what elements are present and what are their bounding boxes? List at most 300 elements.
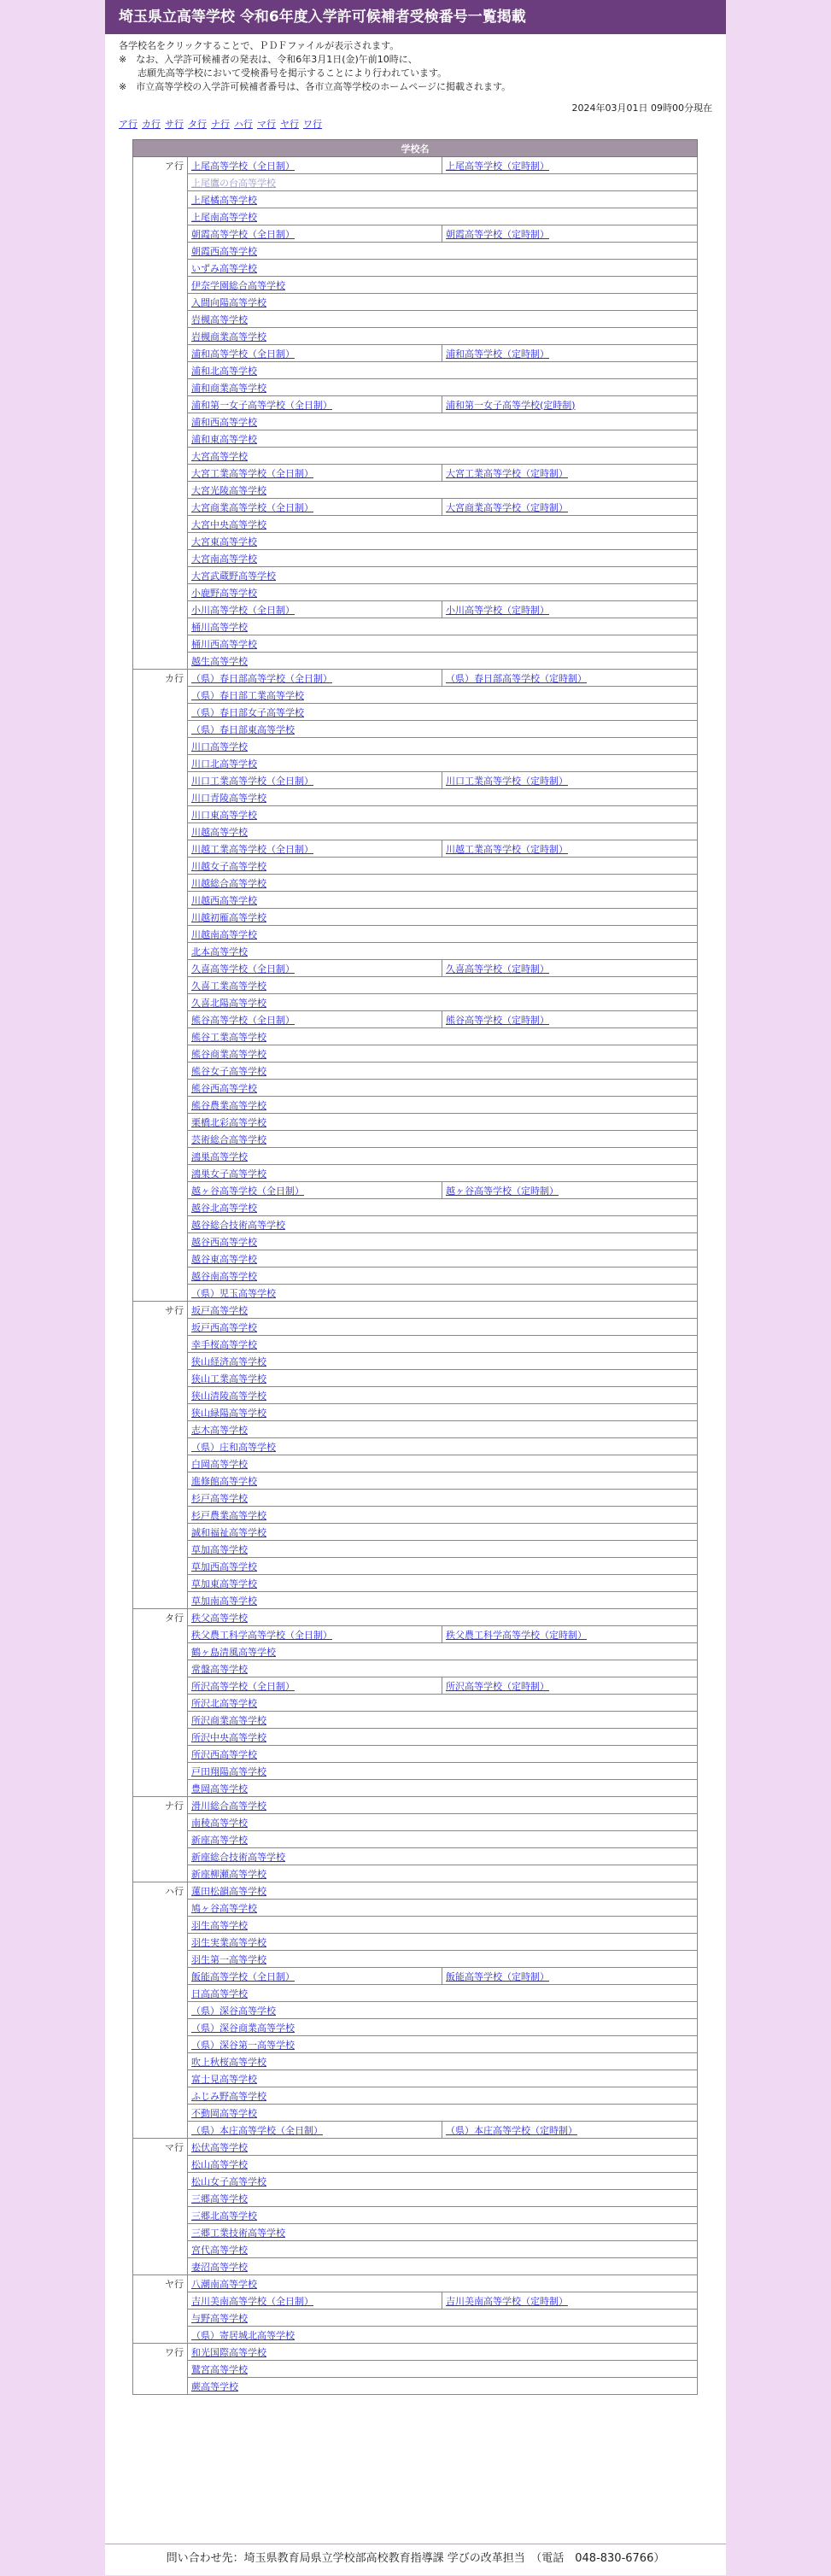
school-link[interactable]: 浦和第一女子高等学校（全日制） <box>191 399 332 411</box>
school-cell <box>188 618 698 635</box>
kana-group-label: サ行 <box>133 1302 188 1609</box>
kana-group-label: ハ行 <box>133 1882 188 2139</box>
table-row <box>133 2139 698 2156</box>
school-link[interactable]: 越谷北高等学校 <box>191 1202 257 1214</box>
school-link[interactable]: 大宮光陵高等学校 <box>191 484 266 496</box>
school-link[interactable]: 鳩ヶ谷高等学校 <box>191 1902 257 1914</box>
school-cell <box>442 670 698 687</box>
school-link[interactable]: 越ヶ谷高等学校（全日制） <box>191 1185 304 1197</box>
school-cell <box>188 2070 698 2087</box>
school-link[interactable]: 大宮工業高等学校（定時制） <box>446 467 568 479</box>
school-link[interactable]: 白岡高等学校 <box>191 1458 248 1470</box>
school-link[interactable]: 朝霞高等学校（定時制） <box>446 228 549 240</box>
school-link[interactable]: 秩父農工科学高等学校（全日制） <box>191 1629 332 1641</box>
school-cell <box>188 2327 698 2344</box>
table-row <box>133 1268 698 1285</box>
school-link[interactable]: 常盤高等学校 <box>191 1663 248 1675</box>
school-link[interactable]: 浦和第一女子高等学校(定時制) <box>446 399 576 411</box>
school-link[interactable]: （県）深谷商業高等学校 <box>191 2022 295 2034</box>
school-link[interactable]: 鶴ヶ島清風高等学校 <box>191 1646 276 1658</box>
table-row <box>133 909 698 926</box>
school-link[interactable]: 久喜高等学校（定時制） <box>446 963 549 975</box>
school-link[interactable]: 松山女子高等学校 <box>191 2175 266 2187</box>
table-row <box>133 2207 698 2224</box>
table-row <box>133 1319 698 1336</box>
school-link[interactable]: 大宮商業高等学校（全日制） <box>191 501 313 513</box>
school-link[interactable]: 浦和商業高等学校 <box>191 382 266 394</box>
school-link[interactable]: 狭山工業高等学校 <box>191 1373 266 1385</box>
school-link[interactable]: 新座総合技術高等学校 <box>191 1851 285 1863</box>
school-link[interactable]: 桶川高等学校 <box>191 621 248 633</box>
school-cell <box>188 1882 698 1900</box>
school-link[interactable]: 川越高等学校 <box>191 826 248 838</box>
school-cell <box>188 601 442 618</box>
school-cell <box>188 1285 698 1302</box>
school-cell <box>188 1677 442 1695</box>
school-cell <box>188 1695 698 1712</box>
school-cell <box>188 2258 698 2275</box>
school-cell <box>188 1746 698 1763</box>
school-link[interactable]: 川越総合高等学校 <box>191 877 266 889</box>
table-row <box>133 225 698 243</box>
school-link[interactable]: （県）寄居城北高等学校 <box>191 2329 295 2341</box>
school-cell <box>442 345 698 362</box>
school-link[interactable]: 熊谷農業高等学校 <box>191 1099 266 1111</box>
school-cell <box>188 2310 698 2327</box>
school-link[interactable]: 秩父高等学校 <box>191 1612 248 1624</box>
school-link[interactable]: 大宮商業高等学校（定時制） <box>446 501 568 513</box>
table-row <box>133 618 698 635</box>
school-cell <box>188 1404 698 1421</box>
school-link[interactable]: 熊谷西高等学校 <box>191 1082 257 1094</box>
school-link[interactable]: 久喜工業高等学校 <box>191 980 266 992</box>
kana-nav-link[interactable]: カ行 <box>142 119 161 130</box>
table-row <box>133 1626 698 1643</box>
table-row <box>133 943 698 960</box>
school-link[interactable]: 上尾南高等学校 <box>191 211 257 223</box>
school-link[interactable]: 新座高等学校 <box>191 1834 248 1846</box>
school-cell <box>188 1609 698 1626</box>
school-cell <box>188 191 698 208</box>
school-link[interactable]: （県）本庄高等学校（定時制） <box>446 2124 577 2136</box>
school-link[interactable]: 北本高等学校 <box>191 946 248 957</box>
school-cell <box>188 2275 698 2292</box>
school-cell <box>188 1763 698 1780</box>
table-row <box>133 345 698 362</box>
table-row <box>133 2173 698 2190</box>
school-cell <box>188 379 698 396</box>
school-link[interactable]: （県）春日部高等学校（全日制） <box>191 672 332 684</box>
kana-nav-link[interactable]: サ行 <box>165 119 184 130</box>
school-cell <box>188 1831 698 1848</box>
school-link[interactable]: 羽生第一高等学校 <box>191 1953 266 1965</box>
school-cell <box>188 2344 698 2361</box>
school-link[interactable]: 坂戸西高等学校 <box>191 1321 257 1333</box>
table-row <box>133 260 698 277</box>
table-row <box>133 1917 698 1934</box>
school-link[interactable]: 浦和高等学校（定時制） <box>446 348 549 360</box>
school-link[interactable]: 和光国際高等学校 <box>191 2346 266 2358</box>
school-cell <box>442 225 698 243</box>
school-link[interactable]: 南稜高等学校 <box>191 1817 248 1829</box>
school-link[interactable]: （県）庄和高等学校 <box>191 1441 276 1453</box>
school-link[interactable]: 越谷東高等学校 <box>191 1253 257 1265</box>
school-link[interactable]: 羽生高等学校 <box>191 1919 248 1931</box>
school-link[interactable]: 狭山経済高等学校 <box>191 1355 266 1367</box>
note-line: ※ 市立高等学校の入学許可候補者番号は、各市立高等学校のホームページに掲載されます。 <box>119 81 512 92</box>
school-link[interactable]: 浦和西高等学校 <box>191 416 257 428</box>
school-link[interactable]: 入間向陽高等学校 <box>191 296 266 308</box>
table-row <box>133 1080 698 1097</box>
school-cell <box>188 2190 698 2207</box>
table-row <box>133 755 698 772</box>
school-link[interactable]: 越生高等学校 <box>191 655 248 667</box>
school-link[interactable]: 杉戸高等学校 <box>191 1492 248 1504</box>
table-row <box>133 1695 698 1712</box>
school-link[interactable]: 久喜高等学校（全日制） <box>191 963 295 975</box>
school-cell <box>188 977 698 994</box>
school-cell <box>188 1797 698 1814</box>
table-row <box>133 1541 698 1558</box>
school-link[interactable]: 三郷工業技術高等学校 <box>191 2227 285 2239</box>
school-cell <box>188 362 698 379</box>
school-link[interactable]: 熊谷商業高等学校 <box>191 1048 266 1060</box>
table-row <box>133 1660 698 1677</box>
kana-nav-link[interactable]: ヤ行 <box>280 119 299 130</box>
table-row <box>133 550 698 567</box>
footer-contact: 問い合わせ先：埼玉県教育局県立学校部高校教育指導課 学びの改革担当 （電話 048-830-6766） <box>105 2544 726 2576</box>
school-link[interactable]: 松伏高等学校 <box>191 2141 248 2153</box>
school-link[interactable]: （県）春日部工業高等学校 <box>191 689 304 701</box>
school-cell <box>188 1370 698 1387</box>
school-link[interactable]: 大宮高等学校 <box>191 450 248 462</box>
school-link[interactable]: 岩槻高等学校 <box>191 313 248 325</box>
school-link[interactable]: 新座柳瀬高等学校 <box>191 1868 266 1880</box>
school-link[interactable]: 羽生実業高等学校 <box>191 1936 266 1948</box>
school-link[interactable]: 狭山清陵高等学校 <box>191 1390 266 1402</box>
school-cell <box>188 1729 698 1746</box>
table-row <box>133 635 698 653</box>
school-link[interactable]: 川越初雁高等学校 <box>191 911 266 923</box>
table-row <box>133 1575 698 1592</box>
school-link[interactable]: 鷲宮高等学校 <box>191 2363 248 2375</box>
school-cell <box>188 1216 698 1233</box>
school-cell <box>188 2207 698 2224</box>
school-link[interactable]: 朝霞西高等学校 <box>191 245 257 257</box>
school-link[interactable]: 桶川西高等学校 <box>191 638 257 650</box>
school-link[interactable]: ふじみ野高等学校 <box>191 2090 266 2102</box>
school-link[interactable]: 鴻巣女子高等学校 <box>191 1168 266 1180</box>
school-link[interactable]: 上尾鷹の台高等学校 <box>191 177 276 189</box>
school-link[interactable]: 蕨高等学校 <box>191 2380 238 2392</box>
column-header-school-name: 学校名 <box>133 140 698 157</box>
school-link[interactable]: 越谷西高等学校 <box>191 1236 257 1248</box>
kana-nav-link[interactable]: タ行 <box>188 119 207 130</box>
table-row <box>133 2105 698 2122</box>
school-cell <box>188 2036 698 2053</box>
school-link[interactable]: 川越工業高等学校（全日制） <box>191 843 313 855</box>
school-cell <box>188 858 698 875</box>
table-header-row <box>133 140 698 157</box>
school-link[interactable]: 富士見高等学校 <box>191 2073 257 2085</box>
school-link[interactable]: 狭山緑陽高等学校 <box>191 1407 266 1419</box>
school-cell <box>188 1182 442 1199</box>
table-row <box>133 789 698 806</box>
school-cell <box>188 721 698 738</box>
school-cell <box>188 1131 698 1148</box>
school-link[interactable]: 八潮南高等学校 <box>191 2278 257 2290</box>
school-cell <box>188 1900 698 1917</box>
school-cell <box>188 1045 698 1063</box>
school-cell <box>188 448 698 465</box>
kana-nav-link[interactable]: ア行 <box>119 119 138 130</box>
school-cell <box>188 174 698 191</box>
table-row <box>133 1558 698 1575</box>
school-cell <box>442 465 698 482</box>
school-link[interactable]: 浦和北高等学校 <box>191 365 257 377</box>
school-link[interactable]: 大宮中央高等学校 <box>191 518 266 530</box>
school-link[interactable]: 杉戸農業高等学校 <box>191 1509 266 1521</box>
kana-group-label: ナ行 <box>133 1797 188 1882</box>
table-row <box>133 1985 698 2002</box>
school-link[interactable]: 浦和高等学校（全日制） <box>191 348 295 360</box>
table-row <box>133 1421 698 1438</box>
table-row <box>133 772 698 789</box>
table-row <box>133 1490 698 1507</box>
school-cell <box>188 1353 698 1370</box>
school-link[interactable]: 所沢商業高等学校 <box>191 1714 266 1726</box>
school-link[interactable]: 小鹿野高等学校 <box>191 587 257 599</box>
table-row <box>133 396 698 413</box>
school-cell <box>188 926 698 943</box>
school-cell <box>188 687 698 704</box>
table-row <box>133 1609 698 1626</box>
school-link[interactable]: 岩槻商業高等学校 <box>191 331 266 342</box>
table-row <box>133 1404 698 1421</box>
school-link[interactable]: 小川高等学校（定時制） <box>446 604 549 616</box>
kana-nav-link[interactable]: ハ行 <box>234 119 253 130</box>
school-link[interactable]: 吹上秋桜高等学校 <box>191 2056 266 2068</box>
table-row <box>133 2378 698 2395</box>
page-title: 埼玉県立高等学校 令和6年度入学許可候補者受検番号一覧掲載 <box>119 9 526 26</box>
school-link[interactable]: 志木高等学校 <box>191 1424 248 1436</box>
school-link[interactable]: 熊谷高等学校（全日制） <box>191 1014 295 1026</box>
school-link[interactable]: 坂戸高等学校 <box>191 1304 248 1316</box>
school-cell <box>188 1626 442 1643</box>
school-cell <box>188 465 442 482</box>
kana-nav-link[interactable]: ワ行 <box>303 119 322 130</box>
kana-nav-link[interactable]: マ行 <box>257 119 276 130</box>
school-link[interactable]: 川口高等学校 <box>191 741 248 752</box>
school-link[interactable]: 滑川総合高等学校 <box>191 1800 266 1812</box>
table-row <box>133 1797 698 1814</box>
school-link[interactable]: 鴻巣高等学校 <box>191 1150 248 1162</box>
table-row <box>133 1507 698 1524</box>
table-row <box>133 1763 698 1780</box>
school-link[interactable]: 草加東高等学校 <box>191 1578 257 1590</box>
table-row <box>133 687 698 704</box>
school-link[interactable]: （県）深谷第一高等学校 <box>191 2039 295 2051</box>
school-link[interactable]: 飯能高等学校（全日制） <box>191 1970 295 1982</box>
school-link[interactable]: 進修館高等学校 <box>191 1475 257 1487</box>
school-link[interactable]: （県）春日部高等学校（定時制） <box>446 672 587 684</box>
school-link[interactable]: 三郷高等学校 <box>191 2193 248 2204</box>
school-cell <box>188 772 442 789</box>
school-cell <box>188 533 698 550</box>
school-cell <box>188 1148 698 1165</box>
school-link[interactable]: 浦和東高等学校 <box>191 433 257 445</box>
school-link[interactable]: 川口工業高等学校（全日制） <box>191 775 313 787</box>
table-row <box>133 2190 698 2207</box>
school-link[interactable]: 日高高等学校 <box>191 1988 248 1999</box>
school-link[interactable]: 上尾高等学校（定時制） <box>446 160 549 172</box>
school-link[interactable]: 草加南高等学校 <box>191 1595 257 1607</box>
table-row <box>133 1848 698 1865</box>
school-link[interactable]: 妻沼高等学校 <box>191 2261 248 2273</box>
school-cell <box>442 601 698 618</box>
school-link[interactable]: 川口青陵高等学校 <box>191 792 266 804</box>
school-cell <box>188 960 442 977</box>
table-row <box>133 738 698 755</box>
school-link[interactable]: 草加西高等学校 <box>191 1560 257 1572</box>
school-link[interactable]: 蓮田松韻高等学校 <box>191 1885 266 1897</box>
school-link[interactable]: 秩父農工科学高等学校（定時制） <box>446 1629 587 1641</box>
school-link[interactable]: 吉川美南高等学校（定時制） <box>446 2295 568 2307</box>
school-cell <box>188 294 698 311</box>
table-row <box>133 1438 698 1455</box>
table-row <box>133 1131 698 1148</box>
school-link[interactable]: 大宮南高等学校 <box>191 553 257 565</box>
school-link[interactable]: 上尾橘高等学校 <box>191 194 257 206</box>
table-row <box>133 2087 698 2105</box>
table-row <box>133 977 698 994</box>
school-link[interactable]: 越ヶ谷高等学校（定時制） <box>446 1185 559 1197</box>
school-link[interactable]: （県）深谷高等学校 <box>191 2005 276 2017</box>
school-cell <box>188 1848 698 1865</box>
school-link[interactable]: 戸田翔陽高等学校 <box>191 1765 266 1777</box>
school-link[interactable]: 芸術総合高等学校 <box>191 1133 266 1145</box>
school-cell <box>442 1182 698 1199</box>
school-link[interactable]: 川口工業高等学校（定時制） <box>446 775 568 787</box>
table-row <box>133 2070 698 2087</box>
school-cell <box>188 1319 698 1336</box>
school-link[interactable]: （県）本庄高等学校（全日制） <box>191 2124 323 2136</box>
school-link[interactable]: 朝霞高等学校（全日制） <box>191 228 295 240</box>
school-link[interactable]: 伊奈学園総合高等学校 <box>191 279 285 291</box>
kana-nav-link[interactable]: ナ行 <box>211 119 230 130</box>
school-link[interactable]: 大宮武蔵野高等学校 <box>191 570 276 582</box>
school-link[interactable]: 越谷総合技術高等学校 <box>191 1219 285 1231</box>
school-cell <box>188 499 442 516</box>
school-cell <box>188 994 698 1011</box>
table-row <box>133 1934 698 1951</box>
school-link[interactable]: 豊岡高等学校 <box>191 1783 248 1794</box>
school-link[interactable]: 川口北高等学校 <box>191 758 257 770</box>
school-link[interactable]: 久喜北陽高等学校 <box>191 997 266 1009</box>
table-row <box>133 806 698 823</box>
table-row <box>133 174 698 191</box>
school-link[interactable]: 誠和福祉高等学校 <box>191 1526 266 1538</box>
school-cell <box>188 413 698 430</box>
school-link[interactable]: 不動岡高等学校 <box>191 2107 257 2119</box>
school-link[interactable]: 栗橋北彩高等学校 <box>191 1116 266 1128</box>
school-link[interactable]: 熊谷女子高等学校 <box>191 1065 266 1077</box>
school-link[interactable]: 所沢高等学校（定時制） <box>446 1680 549 1692</box>
school-link[interactable]: 与野高等学校 <box>191 2312 248 2324</box>
school-link[interactable]: （県）児玉高等学校 <box>191 1287 276 1299</box>
school-link[interactable]: 熊谷高等学校（定時制） <box>446 1014 549 1026</box>
table-row <box>133 482 698 499</box>
school-link[interactable]: 川越西高等学校 <box>191 894 257 906</box>
school-cell <box>188 430 698 448</box>
school-cell <box>188 243 698 260</box>
school-link[interactable]: 川越工業高等学校（定時制） <box>446 843 568 855</box>
school-cell <box>188 550 698 567</box>
school-link[interactable]: いずみ高等学校 <box>191 262 257 274</box>
school-link[interactable]: 所沢中央高等学校 <box>191 1731 266 1743</box>
school-cell <box>188 704 698 721</box>
school-link[interactable]: 所沢西高等学校 <box>191 1748 257 1760</box>
table-row <box>133 584 698 601</box>
school-link[interactable]: 飯能高等学校（定時制） <box>446 1970 549 1982</box>
school-cell <box>188 311 698 328</box>
school-cell <box>188 892 698 909</box>
table-row <box>133 875 698 892</box>
kana-row-nav <box>119 117 326 131</box>
table-row <box>133 1199 698 1216</box>
kana-group-label: カ行 <box>133 670 188 1302</box>
school-link[interactable]: 幸手桜高等学校 <box>191 1338 257 1350</box>
table-row <box>133 277 698 294</box>
table-row <box>133 721 698 738</box>
notes <box>119 39 717 94</box>
school-link[interactable]: 吉川美南高等学校（全日制） <box>191 2295 313 2307</box>
school-link[interactable]: 小川高等学校（全日制） <box>191 604 295 616</box>
school-link[interactable]: 所沢北高等学校 <box>191 1697 257 1709</box>
table-row <box>133 2224 698 2241</box>
school-cell <box>188 2087 698 2105</box>
school-link[interactable]: 越谷南高等学校 <box>191 1270 257 1282</box>
note-line: ※ なお、入学許可候補者の発表は、令和6年3月1日(金)午前10時に、 <box>119 54 418 65</box>
school-cell <box>188 1541 698 1558</box>
school-link[interactable]: 松山高等学校 <box>191 2158 248 2170</box>
school-link[interactable]: （県）春日部女子高等学校 <box>191 706 304 718</box>
school-link[interactable]: 宮代高等学校 <box>191 2244 248 2256</box>
table-row <box>133 1387 698 1404</box>
table-row <box>133 2327 698 2344</box>
school-link[interactable]: 川越南高等学校 <box>191 928 257 940</box>
table-row <box>133 1114 698 1131</box>
school-cell <box>188 1336 698 1353</box>
school-link[interactable]: 大宮東高等学校 <box>191 536 257 547</box>
school-link[interactable]: （県）春日部東高等学校 <box>191 723 295 735</box>
table-row <box>133 653 698 670</box>
table-row <box>133 1746 698 1763</box>
school-link[interactable]: 川越女子高等学校 <box>191 860 266 872</box>
school-link[interactable]: 草加高等学校 <box>191 1543 248 1555</box>
school-link[interactable]: 所沢高等学校（全日制） <box>191 1680 295 1692</box>
school-link[interactable]: 熊谷工業高等学校 <box>191 1031 266 1043</box>
table-row <box>133 2361 698 2378</box>
school-cell <box>442 1011 698 1028</box>
school-cell <box>188 1660 698 1677</box>
school-link[interactable]: 大宮工業高等学校（全日制） <box>191 467 313 479</box>
school-cell <box>188 1951 698 1968</box>
school-link[interactable]: 三郷北高等学校 <box>191 2210 257 2222</box>
school-link[interactable]: 上尾高等学校（全日制） <box>191 160 295 172</box>
school-link[interactable]: 川口東高等学校 <box>191 809 257 821</box>
table-row <box>133 960 698 977</box>
